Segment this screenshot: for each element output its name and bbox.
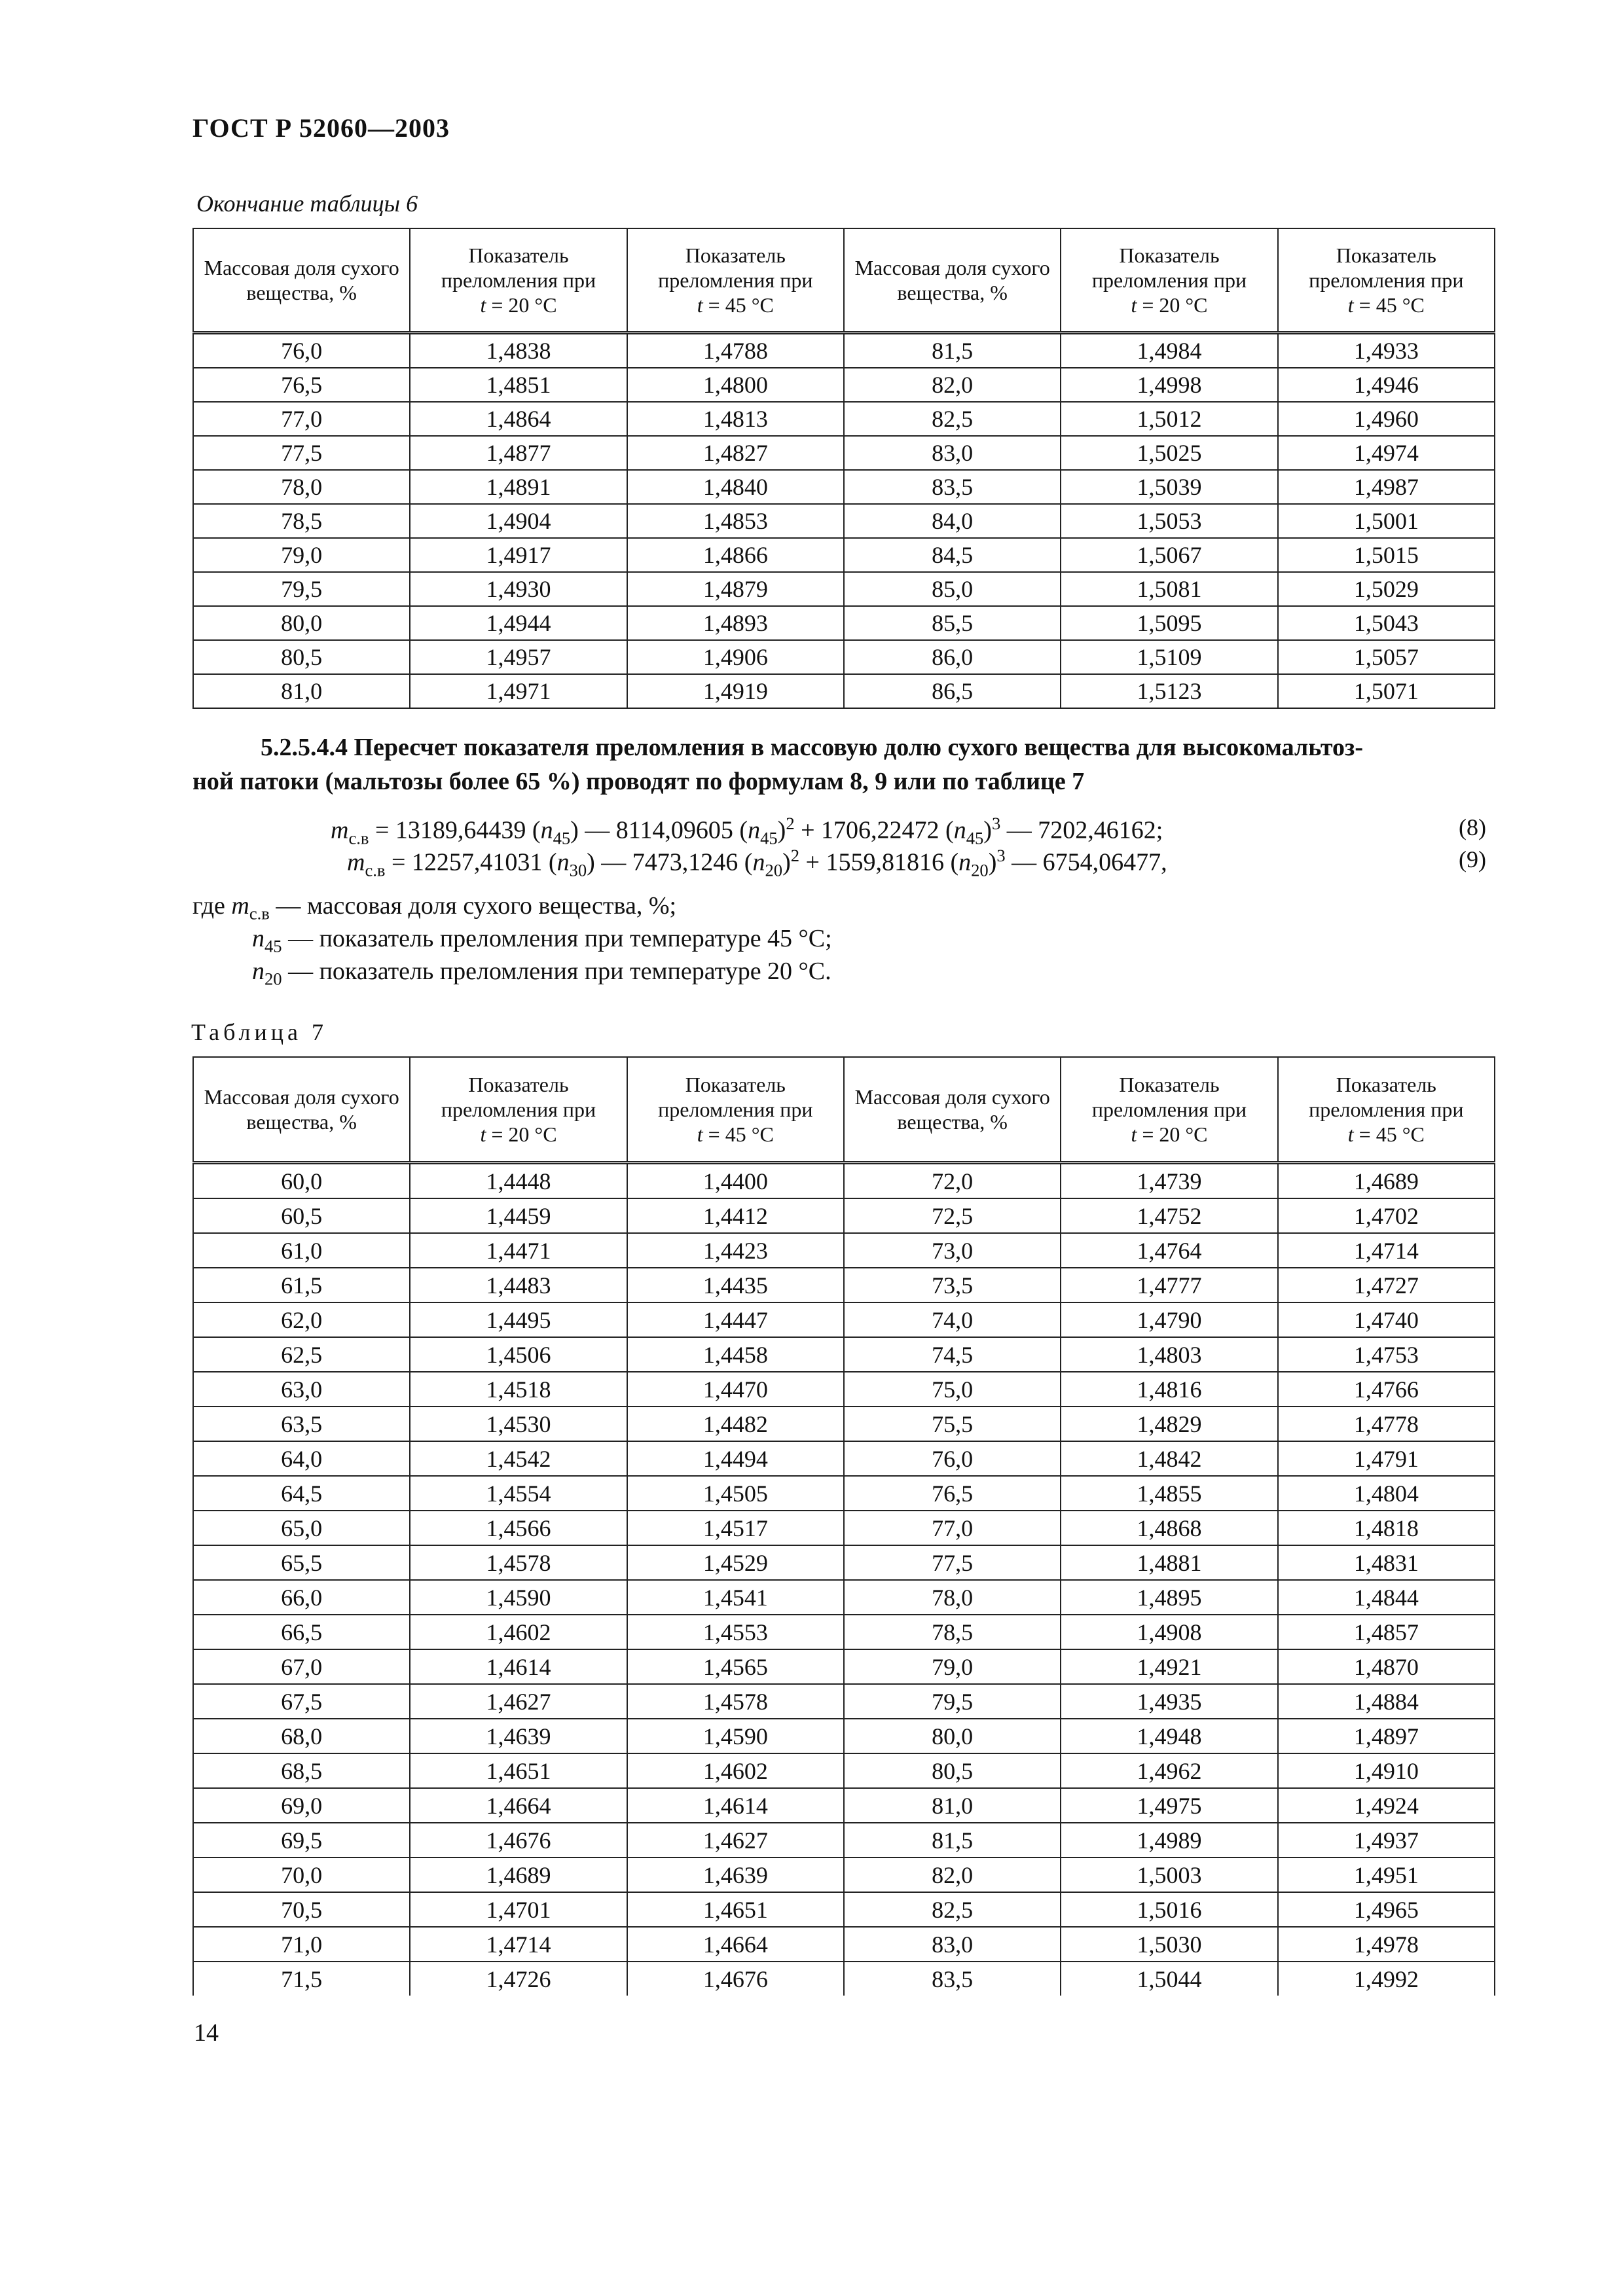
table-cell: 1,4578 [410, 1545, 627, 1580]
table-cell: 83,0 [844, 436, 1061, 470]
table-cell: 1,4764 [1061, 1233, 1277, 1268]
column-header-text: Показатель преломления при [1091, 243, 1247, 292]
table-row [193, 1476, 1495, 1511]
table-cell: 1,5053 [1061, 504, 1277, 538]
table-cell: 1,4614 [627, 1788, 844, 1823]
where-line-n45: $n_{45}$ — показатель преломления при температуре 45 °С; [252, 925, 832, 956]
table-cell: 1,4614 [410, 1649, 627, 1684]
table-cell: 1,4790 [1061, 1302, 1277, 1337]
column-header [410, 228, 627, 333]
table-cell: 1,4935 [1061, 1684, 1277, 1719]
table-cell: 1,4627 [410, 1684, 627, 1719]
table-row [193, 1753, 1495, 1788]
table-cell: 1,4778 [1278, 1407, 1495, 1441]
table-cell: 76,5 [193, 368, 410, 402]
table-cell: 1,4791 [1278, 1441, 1495, 1476]
table-cell: 61,5 [193, 1268, 410, 1302]
table-cell: 1,4965 [1278, 1892, 1495, 1927]
table-cell: 1,4676 [627, 1962, 844, 1996]
table-cell: 1,4877 [410, 436, 627, 470]
table-cell: 1,5025 [1061, 436, 1277, 470]
table-cell: 1,4946 [1278, 368, 1495, 402]
table-cell: 85,5 [844, 606, 1061, 640]
table-cell: 1,5071 [1278, 674, 1495, 708]
table-cell: 1,4989 [1061, 1823, 1277, 1857]
table-cell: 67,0 [193, 1649, 410, 1684]
column-header [844, 228, 1061, 333]
table-cell: 1,5029 [1278, 572, 1495, 606]
table-cell: 1,4975 [1061, 1788, 1277, 1823]
table-cell: 83,5 [844, 470, 1061, 504]
table-cell: 65,5 [193, 1545, 410, 1580]
column-header [1061, 1057, 1277, 1163]
table-cell: 1,5043 [1278, 606, 1495, 640]
table-row [193, 1788, 1495, 1823]
table-cell: 1,4816 [1061, 1372, 1277, 1407]
column-header-text: Показатель преломления при [658, 1073, 813, 1121]
table-cell: 1,4554 [410, 1476, 627, 1511]
column-header-temperature: t = 45 °C [1347, 293, 1425, 317]
table-row [193, 1302, 1495, 1337]
column-header [627, 1057, 844, 1163]
table-cell: 1,4844 [1278, 1580, 1495, 1615]
table-cell: 1,4664 [627, 1927, 844, 1962]
table-cell: 1,4506 [410, 1337, 627, 1372]
table-cell: 1,4459 [410, 1198, 627, 1233]
column-header-temperature: t = 20 °C [480, 293, 557, 317]
column-header-text: Массовая доля сухого вещества, % [854, 1085, 1050, 1134]
table-cell: 1,4853 [627, 504, 844, 538]
table-cell: 1,4906 [627, 640, 844, 674]
table-row [193, 674, 1495, 708]
table-row [193, 470, 1495, 504]
table-row [193, 640, 1495, 674]
table-cell: 84,5 [844, 538, 1061, 572]
table-cell: 1,4884 [1278, 1684, 1495, 1719]
table-cell: 1,4529 [627, 1545, 844, 1580]
table-cell: 1,4895 [1061, 1580, 1277, 1615]
table-cell: 1,5095 [1061, 606, 1277, 640]
document-header: ГОСТ Р 52060—2003 [192, 113, 450, 143]
table-cell: 1,4566 [410, 1511, 627, 1545]
table-cell: 60,5 [193, 1198, 410, 1233]
table-cell: 81,0 [193, 674, 410, 708]
table-cell: 74,0 [844, 1302, 1061, 1337]
table-cell: 78,0 [193, 470, 410, 504]
column-header [627, 228, 844, 333]
table-row [193, 1268, 1495, 1302]
table-cell: 1,4726 [410, 1962, 627, 1996]
table-cell: 1,4627 [627, 1823, 844, 1857]
table-cell: 1,4803 [1061, 1337, 1277, 1372]
table-cell: 1,4689 [1278, 1163, 1495, 1199]
table-cell: 1,4829 [1061, 1407, 1277, 1441]
table-cell: 1,5030 [1061, 1927, 1277, 1962]
table-cell: 1,4957 [410, 640, 627, 674]
table-cell: 1,4448 [410, 1163, 627, 1199]
table-row [193, 538, 1495, 572]
table-cell: 68,5 [193, 1753, 410, 1788]
table-cell: 62,5 [193, 1337, 410, 1372]
table-cell: 82,5 [844, 1892, 1061, 1927]
column-header [844, 1057, 1061, 1163]
table-cell: 1,4505 [627, 1476, 844, 1511]
table-cell: 1,5044 [1061, 1962, 1277, 1996]
table-row [193, 504, 1495, 538]
table-row [193, 1927, 1495, 1962]
table-cell: 1,4553 [627, 1615, 844, 1649]
table-cell: 79,5 [844, 1684, 1061, 1719]
table-cell: 1,4879 [627, 572, 844, 606]
table-cell: 83,5 [844, 1962, 1061, 1996]
table-cell: 1,4930 [410, 572, 627, 606]
table-cell: 69,5 [193, 1823, 410, 1857]
column-header-temperature: t = 45 °C [697, 293, 774, 317]
table-cell: 1,4651 [627, 1892, 844, 1927]
column-header-text: Массовая доля сухого вещества, % [204, 1085, 399, 1134]
table-cell: 1,4804 [1278, 1476, 1495, 1511]
table-row [193, 1615, 1495, 1649]
table-cell: 1,4602 [627, 1753, 844, 1788]
table-cell: 61,0 [193, 1233, 410, 1268]
table-row [193, 1511, 1495, 1545]
column-header-text: Показатель преломления при [658, 243, 813, 292]
table-cell: 63,0 [193, 1372, 410, 1407]
table-cell: 1,5016 [1061, 1892, 1277, 1927]
table-cell: 1,4518 [410, 1372, 627, 1407]
table-cell: 1,4864 [410, 402, 627, 436]
table-cell: 86,0 [844, 640, 1061, 674]
table-cell: 1,5123 [1061, 674, 1277, 708]
table-row [193, 1198, 1495, 1233]
table-cell: 72,0 [844, 1163, 1061, 1199]
where-line-n20: $n_{20}$ — показатель преломления при температуре 20 °С. [252, 958, 831, 989]
table-cell: 1,4435 [627, 1268, 844, 1302]
table-cell: 1,4542 [410, 1441, 627, 1476]
table-cell: 1,5039 [1061, 470, 1277, 504]
table-cell: 1,5001 [1278, 504, 1495, 538]
table-cell: 1,4851 [410, 368, 627, 402]
column-header [193, 1057, 410, 1163]
table-cell: 74,5 [844, 1337, 1061, 1372]
table-cell: 1,4917 [410, 538, 627, 572]
table-cell: 75,5 [844, 1407, 1061, 1441]
table-row [193, 1372, 1495, 1407]
table-cell: 86,5 [844, 674, 1061, 708]
table-6 [192, 228, 1495, 709]
table-row [193, 606, 1495, 640]
table-cell: 1,4831 [1278, 1545, 1495, 1580]
table-cell: 80,5 [844, 1753, 1061, 1788]
table-cell: 79,0 [844, 1649, 1061, 1684]
column-header [410, 1057, 627, 1163]
table-cell: 1,4766 [1278, 1372, 1495, 1407]
table-row [193, 1163, 1495, 1199]
table-6-body [193, 333, 1495, 709]
table-cell: 1,4400 [627, 1163, 844, 1199]
table-7 [192, 1056, 1495, 1996]
table-cell: 1,4827 [627, 436, 844, 470]
table-cell: 73,0 [844, 1233, 1061, 1268]
table-cell: 64,0 [193, 1441, 410, 1476]
table-cell: 1,4541 [627, 1580, 844, 1615]
table-cell: 1,4998 [1061, 368, 1277, 402]
table-cell: 1,4944 [410, 606, 627, 640]
table-7-caption: Таблица 7 [191, 1019, 327, 1045]
column-header-text: Массовая доля сухого вещества, % [854, 256, 1050, 304]
table-cell: 1,4517 [627, 1511, 844, 1545]
table-row [193, 1580, 1495, 1615]
table-cell: 1,4951 [1278, 1857, 1495, 1892]
table-cell: 1,4412 [627, 1198, 844, 1233]
column-header-temperature: t = 20 °C [1131, 293, 1208, 317]
table-cell: 1,4578 [627, 1684, 844, 1719]
table-row [193, 1823, 1495, 1857]
table-cell: 1,4987 [1278, 470, 1495, 504]
table-cell: 1,4978 [1278, 1927, 1495, 1962]
section-paragraph [192, 730, 1495, 798]
table-row [193, 1719, 1495, 1753]
paragraph-line-1: 5.2.5.4.4 Пересчет показателя преломления в массовую долю сухого вещества для высокомальтоз- [261, 734, 1363, 761]
formula-8: $m_{с.в} = 13189,64439$ $(n_{45})$ — 8114,09605 $(n_{45})^2 + 1706,22472$ $(n_{45})^3$ — 7202,46162; [331, 814, 1163, 848]
table-cell: 1,4910 [1278, 1753, 1495, 1788]
table-cell: 69,0 [193, 1788, 410, 1823]
table-cell: 81,5 [844, 1823, 1061, 1857]
table-row [193, 1407, 1495, 1441]
table-cell: 1,4651 [410, 1753, 627, 1788]
table-cell: 77,0 [844, 1511, 1061, 1545]
table-row [193, 1649, 1495, 1684]
table-cell: 82,0 [844, 1857, 1061, 1892]
table-cell: 1,5081 [1061, 572, 1277, 606]
table-cell: 1,4891 [410, 470, 627, 504]
table-cell: 1,4483 [410, 1268, 627, 1302]
table-cell: 1,4727 [1278, 1268, 1495, 1302]
table-cell: 66,0 [193, 1580, 410, 1615]
table-cell: 1,4495 [410, 1302, 627, 1337]
table-cell: 1,5015 [1278, 538, 1495, 572]
table-cell: 1,4639 [410, 1719, 627, 1753]
table-cell: 81,0 [844, 1788, 1061, 1823]
table-row [193, 1337, 1495, 1372]
table-cell: 76,0 [193, 333, 410, 368]
table-row [193, 436, 1495, 470]
table-6-header-row [193, 228, 1495, 333]
table-cell: 1,4639 [627, 1857, 844, 1892]
table-row [193, 1892, 1495, 1927]
table-cell: 1,4984 [1061, 333, 1277, 368]
table-cell: 1,4948 [1061, 1719, 1277, 1753]
table-cell: 1,4842 [1061, 1441, 1277, 1476]
table-cell: 1,4701 [410, 1892, 627, 1927]
table-cell: 71,5 [193, 1962, 410, 1996]
table-cell: 1,4788 [627, 333, 844, 368]
table-cell: 1,4689 [410, 1857, 627, 1892]
table-cell: 1,4530 [410, 1407, 627, 1441]
table-cell: 1,4590 [627, 1719, 844, 1753]
table-cell: 1,4676 [410, 1823, 627, 1857]
table-cell: 1,4855 [1061, 1476, 1277, 1511]
table-cell: 1,4714 [410, 1927, 627, 1962]
column-header-text: Массовая доля сухого вещества, % [204, 256, 399, 304]
table-cell: 1,4753 [1278, 1337, 1495, 1372]
column-header-text: Показатель преломления при [441, 1073, 596, 1121]
table-cell: 1,4818 [1278, 1511, 1495, 1545]
table-cell: 82,5 [844, 402, 1061, 436]
table-7-body [193, 1163, 1495, 1996]
column-header-temperature: t = 20 °C [480, 1122, 557, 1146]
table-cell: 1,4893 [627, 606, 844, 640]
table-row [193, 368, 1495, 402]
table-cell: 1,4840 [627, 470, 844, 504]
table-cell: 67,5 [193, 1684, 410, 1719]
column-header-temperature: t = 45 °C [697, 1122, 774, 1146]
column-header [1278, 228, 1495, 333]
column-header-text: Показатель преломления при [1309, 1073, 1464, 1121]
column-header-text: Показатель преломления при [441, 243, 596, 292]
table-cell: 80,0 [193, 606, 410, 640]
table-cell: 1,4458 [627, 1337, 844, 1372]
table-cell: 1,4924 [1278, 1788, 1495, 1823]
table-cell: 66,5 [193, 1615, 410, 1649]
table-cell: 81,5 [844, 333, 1061, 368]
table-cell: 1,4933 [1278, 333, 1495, 368]
table-cell: 77,0 [193, 402, 410, 436]
column-header-text: Показатель преломления при [1309, 243, 1464, 292]
table-cell: 1,4908 [1061, 1615, 1277, 1649]
table-cell: 68,0 [193, 1719, 410, 1753]
table-cell: 77,5 [844, 1545, 1061, 1580]
table-cell: 1,4470 [627, 1372, 844, 1407]
table-cell: 1,4800 [627, 368, 844, 402]
table-cell: 1,4962 [1061, 1753, 1277, 1788]
table-6-caption: Окончание таблицы 6 [196, 190, 418, 217]
table-row [193, 572, 1495, 606]
page-number: 14 [194, 2019, 219, 2047]
table-cell: 1,5003 [1061, 1857, 1277, 1892]
table-cell: 1,4752 [1061, 1198, 1277, 1233]
table-cell: 1,4813 [627, 402, 844, 436]
table-cell: 75,0 [844, 1372, 1061, 1407]
table-cell: 1,4777 [1061, 1268, 1277, 1302]
table-cell: 1,4868 [1061, 1511, 1277, 1545]
table-cell: 77,5 [193, 436, 410, 470]
table-cell: 1,4423 [627, 1233, 844, 1268]
table-cell: 1,5109 [1061, 640, 1277, 674]
table-cell: 79,5 [193, 572, 410, 606]
table-cell: 70,5 [193, 1892, 410, 1927]
table-cell: 1,4702 [1278, 1198, 1495, 1233]
table-cell: 1,4740 [1278, 1302, 1495, 1337]
table-cell: 1,5067 [1061, 538, 1277, 572]
table-row [193, 1962, 1495, 1996]
paragraph-line-2: ной патоки (мальтозы более 65 %) проводят по формулам 8, 9 или по таблице 7 [192, 768, 1085, 795]
table-cell: 1,4447 [627, 1302, 844, 1337]
table-cell: 1,5057 [1278, 640, 1495, 674]
table-cell: 1,4838 [410, 333, 627, 368]
table-cell: 1,4664 [410, 1788, 627, 1823]
table-cell: 1,4881 [1061, 1545, 1277, 1580]
column-header-text: Показатель преломления при [1091, 1073, 1247, 1121]
table-cell: 1,4919 [627, 674, 844, 708]
table-row [193, 1684, 1495, 1719]
table-cell: 62,0 [193, 1302, 410, 1337]
column-header-temperature: t = 45 °C [1347, 1122, 1425, 1146]
column-header [193, 228, 410, 333]
table-cell: 1,4602 [410, 1615, 627, 1649]
table-cell: 1,5012 [1061, 402, 1277, 436]
table-cell: 1,4974 [1278, 436, 1495, 470]
table-cell: 1,4937 [1278, 1823, 1495, 1857]
table-cell: 82,0 [844, 368, 1061, 402]
table-cell: 84,0 [844, 504, 1061, 538]
table-7-header-row [193, 1057, 1495, 1163]
table-cell: 78,0 [844, 1580, 1061, 1615]
table-row [193, 1233, 1495, 1268]
table-cell: 78,5 [193, 504, 410, 538]
table-cell: 72,5 [844, 1198, 1061, 1233]
table-cell: 85,0 [844, 572, 1061, 606]
table-cell: 1,4921 [1061, 1649, 1277, 1684]
table-row [193, 1441, 1495, 1476]
table-cell: 83,0 [844, 1927, 1061, 1962]
where-line-mass-fraction: где $m_{с.в}$ — массовая доля сухого вещества, %; [192, 892, 677, 924]
table-row [193, 402, 1495, 436]
table-cell: 78,5 [844, 1615, 1061, 1649]
table-cell: 1,4971 [410, 674, 627, 708]
column-header-temperature: t = 20 °C [1131, 1122, 1208, 1146]
table-cell: 1,4471 [410, 1233, 627, 1268]
table-cell: 64,5 [193, 1476, 410, 1511]
table-cell: 65,0 [193, 1511, 410, 1545]
table-row [193, 333, 1495, 368]
formula-9-number: (9) [1459, 846, 1486, 872]
table-cell: 1,4870 [1278, 1649, 1495, 1684]
table-cell: 76,0 [844, 1441, 1061, 1476]
table-row [193, 1857, 1495, 1892]
table-cell: 80,5 [193, 640, 410, 674]
table-cell: 63,5 [193, 1407, 410, 1441]
table-cell: 1,4714 [1278, 1233, 1495, 1268]
table-cell: 1,4857 [1278, 1615, 1495, 1649]
table-cell: 1,4960 [1278, 402, 1495, 436]
table-cell: 1,4739 [1061, 1163, 1277, 1199]
table-cell: 73,5 [844, 1268, 1061, 1302]
table-cell: 1,4494 [627, 1441, 844, 1476]
table-cell: 80,0 [844, 1719, 1061, 1753]
formula-8-number: (8) [1459, 814, 1486, 840]
table-cell: 1,4897 [1278, 1719, 1495, 1753]
table-cell: 1,4904 [410, 504, 627, 538]
table-cell: 76,5 [844, 1476, 1061, 1511]
table-row [193, 1545, 1495, 1580]
table-cell: 1,4992 [1278, 1962, 1495, 1996]
table-cell: 1,4482 [627, 1407, 844, 1441]
table-cell: 70,0 [193, 1857, 410, 1892]
table-cell: 71,0 [193, 1927, 410, 1962]
table-cell: 79,0 [193, 538, 410, 572]
formula-9: $m_{с.в} = 12257,41031$ $(n_{30})$ — 7473,1246 $(n_{20})^2 + 1559,81816$ $(n_{20})^3$ — 6754,06477, [347, 846, 1167, 880]
table-cell: 60,0 [193, 1163, 410, 1199]
table-cell: 1,4866 [627, 538, 844, 572]
column-header [1061, 228, 1277, 333]
table-cell: 1,4565 [627, 1649, 844, 1684]
table-cell: 1,4590 [410, 1580, 627, 1615]
column-header [1278, 1057, 1495, 1163]
